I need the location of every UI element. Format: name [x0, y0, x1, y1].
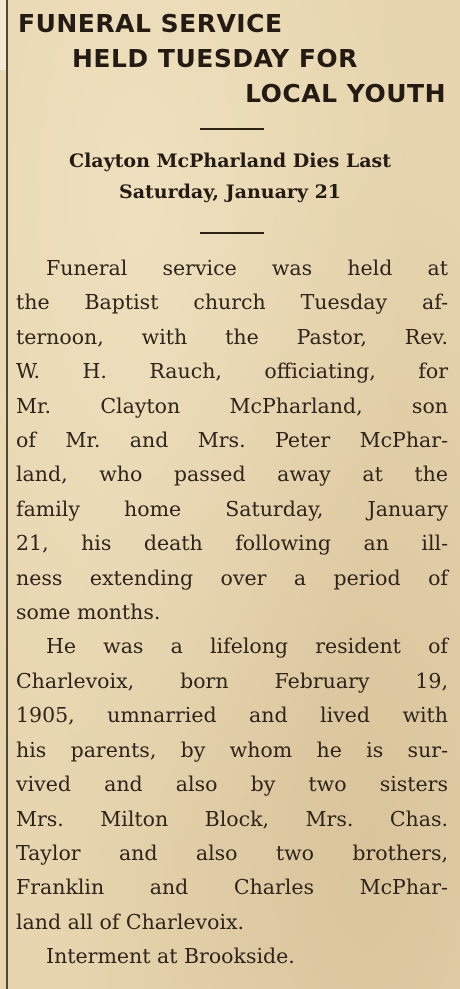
article-body [16, 251, 448, 974]
paragraph-1 [16, 251, 448, 629]
headline [14, 6, 446, 111]
text-line: Mr. Clayton McPharland, son [16, 393, 448, 418]
paragraph-3 [16, 939, 448, 973]
headline-line-3: LOCAL YOUTH [245, 79, 446, 108]
text-line: Funeral service was held at [46, 256, 448, 280]
text-line: Interment at Brookside. [46, 944, 295, 969]
text-line: the Baptist church Tuesday af- [16, 290, 448, 315]
paragraph-2 [16, 629, 448, 939]
text-line: ternoon, with the Pastor, Rev. [16, 324, 448, 349]
subheadline [10, 146, 450, 208]
divider-rule [200, 232, 264, 234]
text-line: family home Saturday, January [16, 496, 448, 521]
column-rule [6, 0, 8, 989]
text-line: some months. [16, 600, 161, 625]
text-line: Taylor and also two brothers, [16, 840, 448, 865]
text-line: Mrs. Milton Block, Mrs. Chas. [16, 806, 448, 831]
text-line: He was a lifelong resident of [46, 634, 448, 659]
text-line: of Mr. and Mrs. Peter McPhar- [16, 428, 448, 453]
text-line: land, who passed away at the [16, 462, 448, 487]
text-line: Charlevoix, born February 19, [16, 668, 448, 693]
divider-rule [200, 128, 264, 130]
text-line: ness extending over a period of [16, 565, 448, 590]
subheadline-line-1: Clayton McPharland Dies Last [68, 150, 392, 172]
subheadline-line-2: Saturday, January 21 [118, 181, 342, 203]
text-line: his parents, by whom he is sur- [16, 737, 448, 762]
text-line: 21, his death following an ill- [16, 531, 448, 556]
headline-line-2: HELD TUESDAY FOR [72, 44, 358, 73]
text-line: W. H. Rauch, officiating, for [16, 359, 448, 384]
headline-line-1: FUNERAL SERVICE [18, 9, 283, 38]
text-line: 1905, umnarried and lived with [16, 703, 448, 728]
text-line: Franklin and Charles McPhar- [16, 875, 448, 900]
text-line: vived and also by two sisters [16, 772, 448, 797]
text-line: land all of Charlevoix. [16, 909, 245, 934]
